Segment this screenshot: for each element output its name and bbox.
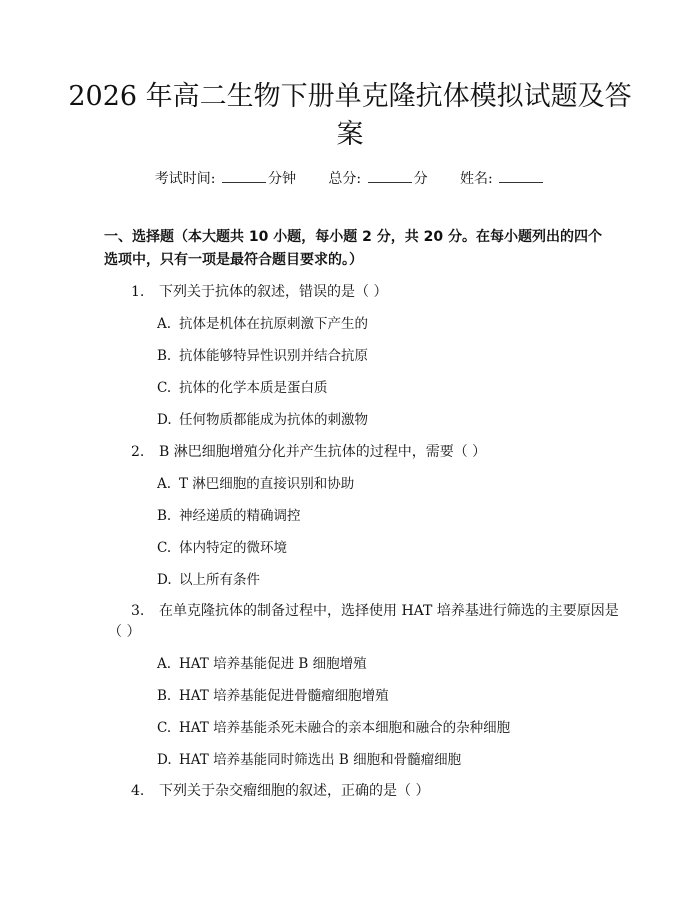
option-2b[interactable]: B. 神经递质的精确调控: [157, 508, 301, 524]
total-score-unit: 分: [413, 171, 428, 187]
option-1a[interactable]: A. 抗体是机体在抗原刺激下产生的: [157, 316, 368, 332]
question-number: 3.: [131, 603, 145, 619]
option-2c[interactable]: C. 体内特定的微环境: [157, 540, 287, 556]
question-stem: B 淋巴细胞增殖分化并产生抗体的过程中，需要（ ）: [159, 444, 487, 460]
exam-time-field: [155, 168, 296, 188]
document-title: 2026 年高二生物下册单克隆抗体模拟试题及答案: [68, 81, 632, 150]
question-number: 2.: [131, 444, 145, 460]
total-score-blank[interactable]: [368, 170, 412, 183]
option-3a[interactable]: A. HAT 培养基能促进 B 细胞增殖: [157, 656, 367, 672]
total-score-field: [328, 168, 427, 188]
exam-time-unit: 分钟: [267, 171, 296, 187]
name-label: 姓名:: [460, 171, 493, 187]
option-3b[interactable]: B. HAT 培养基能促进骨髓瘤细胞增殖: [157, 688, 389, 704]
exam-time-blank[interactable]: [222, 170, 266, 183]
question-stem: 下列关于杂交瘤细胞的叙述，正确的是（ ）: [159, 783, 430, 799]
question-stem: 下列关于抗体的叙述，错误的是（ ）: [159, 284, 388, 300]
option-1b[interactable]: B. 抗体能够特异性识别并结合抗原: [157, 348, 368, 364]
name-field: [460, 168, 545, 188]
option-2a[interactable]: A. T 淋巴细胞的直接识别和协助: [157, 476, 355, 492]
option-1d[interactable]: D. 任何物质都能成为抗体的刺激物: [157, 412, 368, 428]
question-number: 4.: [131, 783, 145, 799]
total-score-label: 总分:: [328, 171, 362, 187]
option-2d[interactable]: D. 以上所有条件: [157, 572, 260, 588]
question-stem: 在单克隆抗体的制备过程中，选择使用 HAT 培养基进行筛选的主要原因是: [159, 603, 619, 619]
question-stem-continuation: （ ）: [108, 624, 141, 640]
section-heading: 一、选择题（本大题共 10 小题，每小题 2 分，共 20 分。在每小题列出的四个选项中，只有一项是最符合题目要求的。）: [104, 229, 602, 268]
exam-info-line: [0, 168, 700, 188]
question-number: 1.: [131, 284, 145, 300]
option-3d[interactable]: D. HAT 培养基能同时筛选出 B 细胞和骨髓瘤细胞: [157, 752, 462, 768]
exam-time-label: 考试时间:: [154, 171, 216, 187]
option-1c[interactable]: C. 抗体的化学本质是蛋白质: [157, 380, 328, 396]
name-blank[interactable]: [499, 170, 543, 183]
option-3c[interactable]: C. HAT 培养基能杀死未融合的亲本细胞和融合的杂种细胞: [157, 720, 511, 736]
